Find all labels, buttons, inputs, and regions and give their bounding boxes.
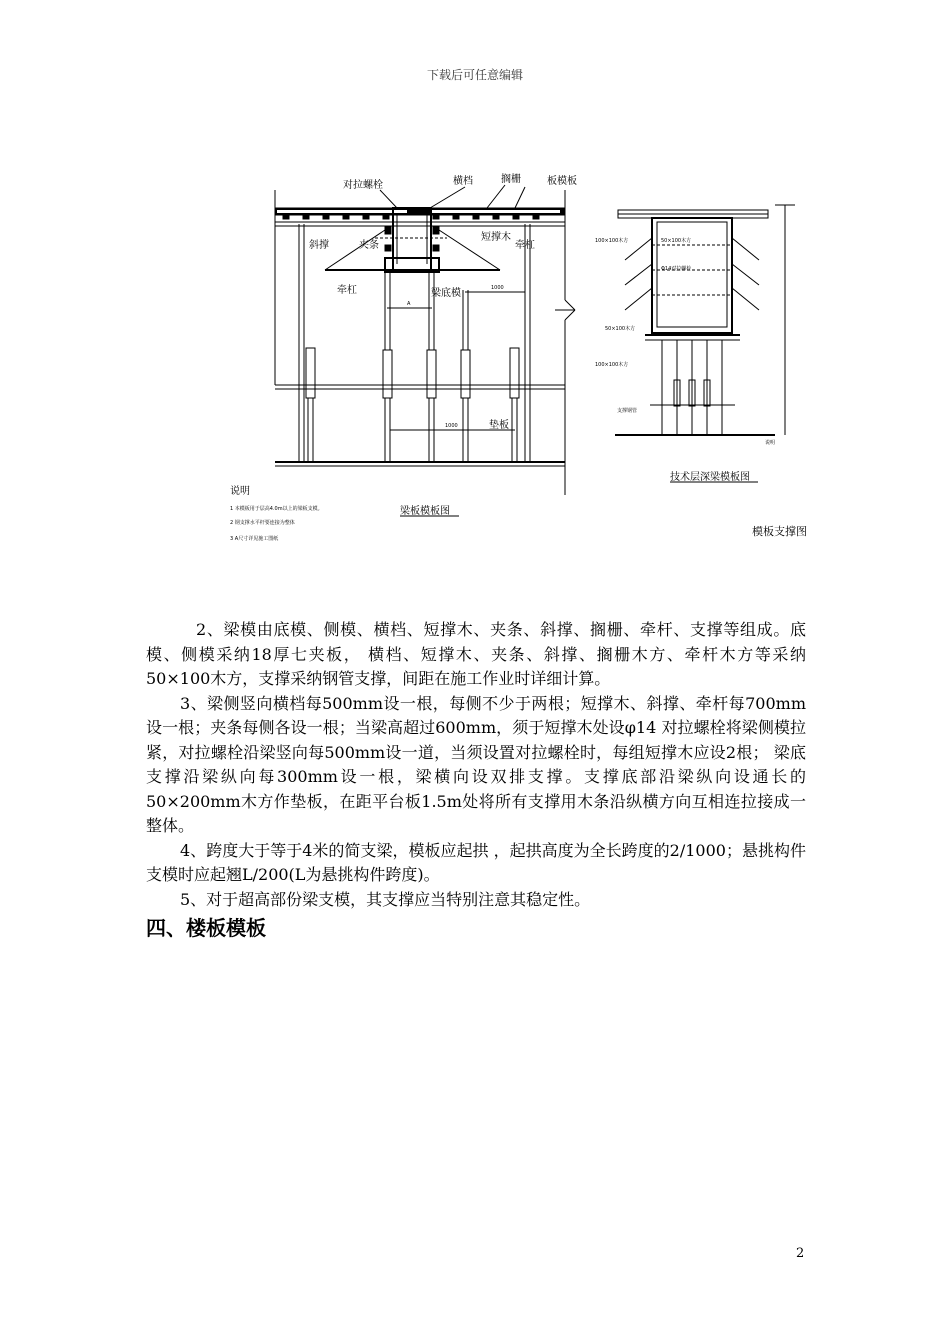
right-label-c: Φ14对拉螺栓	[661, 266, 692, 272]
label-bolt: 对拉螺栓	[343, 180, 383, 191]
label-bottom: 梁底模	[431, 288, 461, 299]
formwork-figure	[225, 160, 825, 550]
label-dim-1000-bottom: 1000	[445, 423, 458, 429]
label-tie-left: 牵杠	[337, 285, 357, 296]
label-clamp: 夹条	[359, 240, 379, 251]
paragraph-3: 3、梁侧竖向横档每500mm设一根，每侧不少于两根；短撑木、斜撑、牵杆每700mm设一根；夹条每侧各设一根；当梁高超过600mm，须于短撑木处设φ14 对拉螺栓将梁侧模拉紧，对拉螺栓沿梁竖向每500mm设一道，当须设置对拉螺栓时，每组短撑木应设2根； 梁底支撑沿梁纵向每300mm设一根，梁横向设双排支撑。支撑底部沿梁纵向设通长的50×200mm木方作垫板，在距平台板1.5m处将所有支撑用木条沿纵横方向互相连拉接成一整体。	[146, 693, 806, 835]
right-label-d: 50×100木方	[605, 326, 636, 332]
label-pad: 垫板	[489, 420, 509, 431]
paragraph-5: 5、对于超高部份梁支模，其支撑应当特别注意其稳定性。	[180, 889, 591, 909]
right-label-legend: 说明	[765, 440, 776, 446]
page-number: 2	[796, 1246, 805, 1261]
right-label-f: 支撑钢管	[617, 408, 638, 414]
notes-title: 说明	[230, 486, 250, 497]
label-dim-1000-top: 1000	[491, 285, 504, 291]
section-heading: 四、楼板模板	[146, 916, 266, 940]
note-2: 2 钢支撑水平杆要连接为整体	[230, 520, 295, 526]
page-header: 下载后可任意编辑	[426, 68, 523, 82]
note-1: 1 本模板用于层高4.0m以上的梁板支模。	[230, 506, 323, 512]
outer-caption: 模板支撑图	[752, 525, 807, 538]
paragraph-4: 4、跨度大于等于4米的简支梁，模板应起拱 ，起拱高度为全长跨度的2/1000；悬挑构件支模时应起翘L/200(L为悬挑构件跨度)。	[146, 840, 806, 884]
right-label-e: 100×100木方	[595, 362, 629, 368]
label-brace: 斜撑	[309, 240, 329, 251]
label-tie-right: 牵杠	[515, 240, 535, 251]
label-joist: 搁栅	[501, 174, 521, 185]
body-text	[146, 618, 806, 942]
label-strut: 短撑木	[481, 232, 511, 243]
formwork-drawing	[225, 160, 825, 550]
right-caption: 技术层深梁模板图	[670, 472, 750, 483]
label-crossbar: 横档	[453, 176, 473, 187]
paragraph-2: 2、梁模由底模、侧模、横档、短撑木、夹条、斜撑、搁栅、牵杆、支撑等组成。底模、侧模采纳18厚七夹板， 横档、短撑木、夹条、斜撑、搁栅木方、牵杆木方等采纳50×100木方，支撑采纳钢管支撑，间距在施工作业时详细计算。	[146, 620, 806, 688]
label-dim-a: A	[407, 301, 411, 307]
note-3: 3 A尺寸详见施工图纸	[230, 536, 279, 542]
left-caption: 梁板模板图	[400, 506, 450, 517]
right-label-b: 50×100木方	[661, 238, 692, 244]
right-label-a: 100×100木方	[595, 238, 629, 244]
label-formwork: 板模板	[547, 176, 577, 187]
